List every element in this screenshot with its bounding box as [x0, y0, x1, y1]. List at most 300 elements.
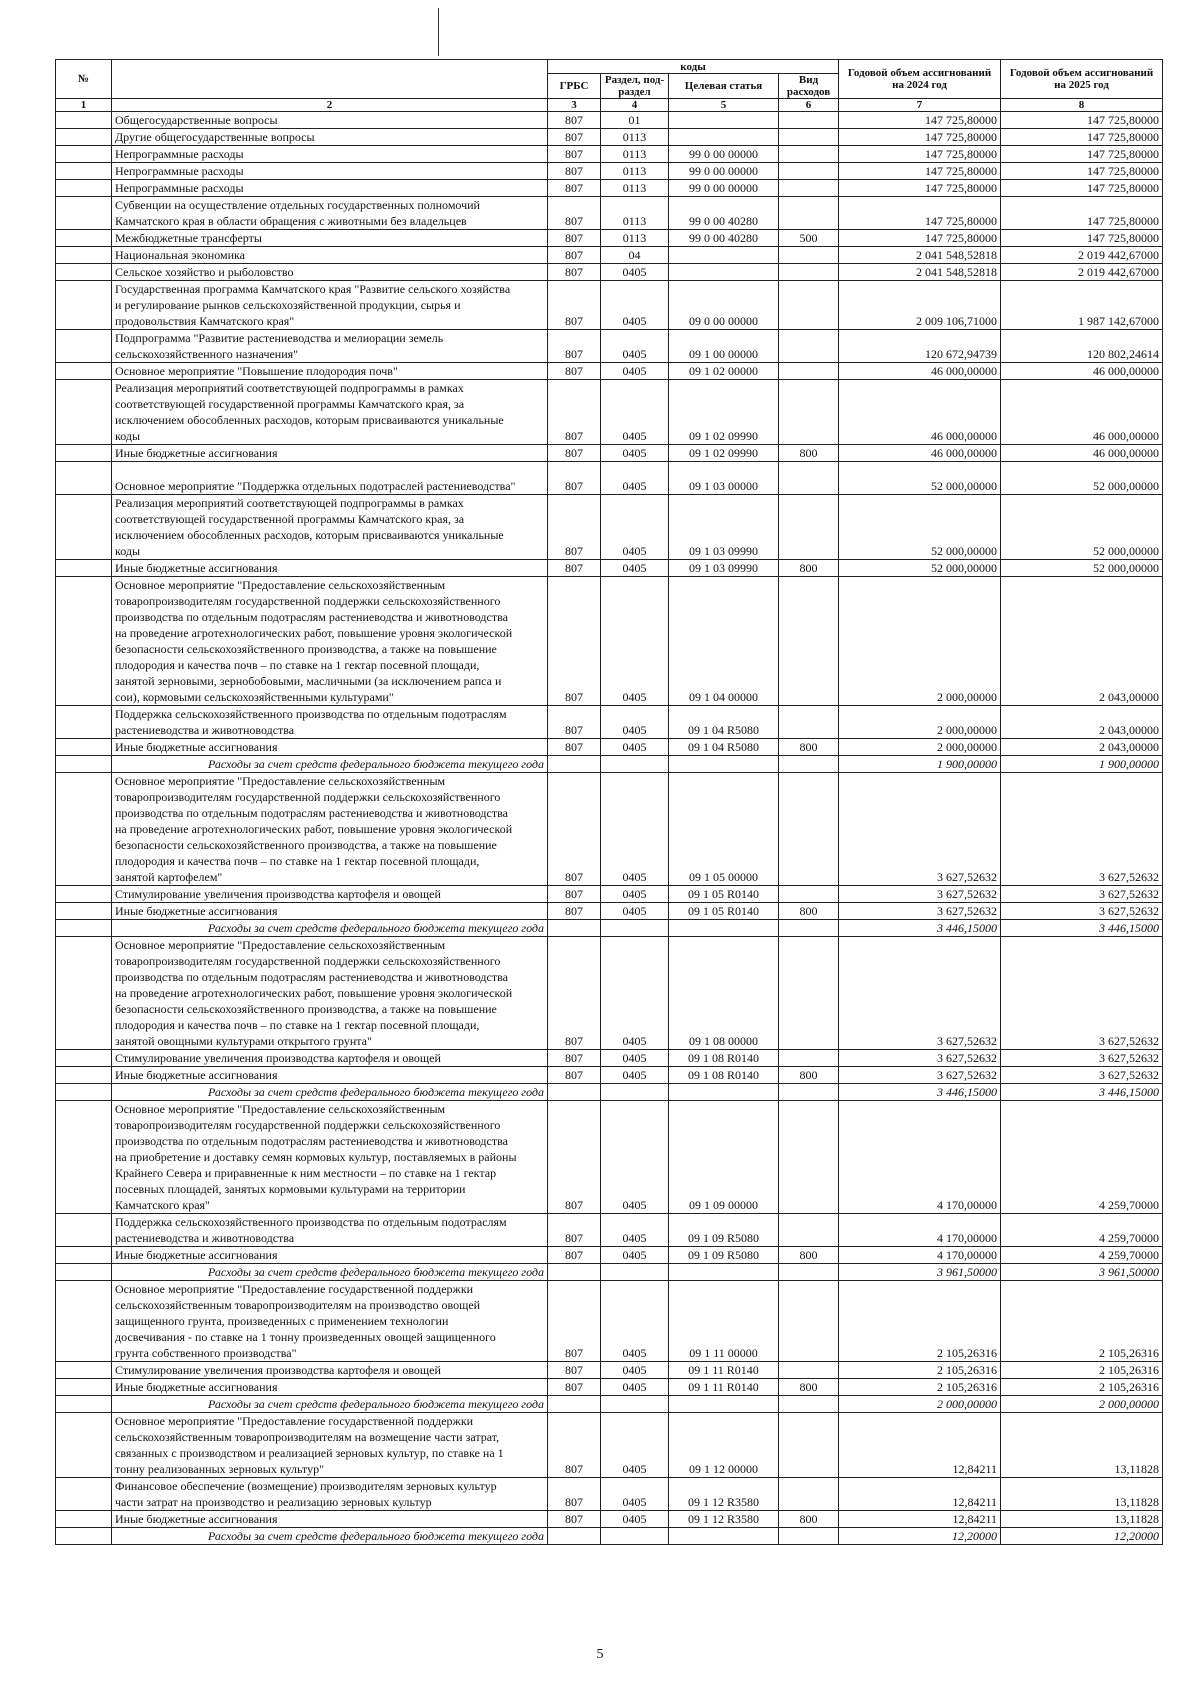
row-number-cell [56, 1067, 112, 1084]
section-cell: 0405 [601, 495, 669, 560]
table-row [56, 1101, 1163, 1214]
grbs-cell: 807 [548, 247, 601, 264]
column-number: 3 [548, 99, 601, 112]
row-number-cell [56, 886, 112, 903]
expense-name-cell: Основное мероприятие "Повышение плодородия почв" [112, 363, 548, 380]
row-number-cell [56, 773, 112, 886]
expense-name-cell: Основное мероприятие "Предоставление сельскохозяйственным товаропроизводителям государственной поддержки сельскохозяйственного производства по отдельным подотраслям растениеводства и животноводства на приобретение и доставку семян кормовых культур, поставляемых в районы Крайнего Севера и приравненные к ним местности – по ставке на 1 гектар посевных площадей, занятых кормовыми культурами на территории Камчатского края" [112, 1101, 548, 1214]
row-number-cell [56, 1362, 112, 1379]
grbs-cell: 807 [548, 1214, 601, 1247]
target-cell [669, 1528, 779, 1545]
table-row [56, 146, 1163, 163]
target-cell: 09 1 02 09990 [669, 445, 779, 462]
section-cell: 0405 [601, 706, 669, 739]
expense-type-cell [779, 1281, 839, 1362]
grbs-cell: 807 [548, 1362, 601, 1379]
expense-name-cell: Основное мероприятие "Предоставление сельскохозяйственным товаропроизводителям государственной поддержки сельскохозяйственного производства по отдельным подотраслям растениеводства и животноводства на проведение агротехнологических работ, повышение уровня экологической безопасности сельскохозяйственного производства, а также на повышение плодородия и качества почв – по ставке на 1 гектар посевной площади, занятой картофелем" [112, 773, 548, 886]
row-number-cell [56, 1247, 112, 1264]
row-number-cell [56, 146, 112, 163]
column-number: 5 [669, 99, 779, 112]
grbs-cell: 807 [548, 886, 601, 903]
table-row [56, 1214, 1163, 1247]
header-codes: коды [548, 60, 839, 74]
expense-name-cell: Государственная программа Камчатского края "Развитие сельского хозяйства и регулирование рынков сельскохозяйственной продукции, сырья и продовольствия Камчатского края" [112, 281, 548, 330]
amount-2025-cell: 2 105,26316 [1001, 1281, 1163, 1362]
header-name [112, 60, 548, 99]
federal-budget-note-row [56, 1528, 1163, 1545]
amount-2024-cell: 2 000,00000 [839, 706, 1001, 739]
amount-2024-cell: 3 627,52632 [839, 773, 1001, 886]
section-cell: 0113 [601, 180, 669, 197]
expense-name-cell: Межбюджетные трансферты [112, 230, 548, 247]
row-number-cell [56, 247, 112, 264]
section-cell: 0405 [601, 281, 669, 330]
expense-name-cell: Основное мероприятие "Предоставление сельскохозяйственным товаропроизводителям государственной поддержки сельскохозяйственного производства по отдельным подотраслям растениеводства и животноводства на проведение агротехнологических работ, повышение уровня экологической безопасности сельскохозяйственного производства, а также на повышение плодородия и качества почв – по ставке на 1 гектар посевной площади, занятой овощными культурами открытого грунта" [112, 937, 548, 1050]
grbs-cell [548, 1084, 601, 1101]
expense-type-cell [779, 706, 839, 739]
grbs-cell: 807 [548, 445, 601, 462]
amount-2025-cell: 13,11828 [1001, 1413, 1163, 1478]
row-number-cell [56, 363, 112, 380]
row-number-cell [56, 1528, 112, 1545]
header-number: № [56, 60, 112, 99]
expense-type-cell [779, 129, 839, 146]
table-row [56, 1067, 1163, 1084]
grbs-cell: 807 [548, 129, 601, 146]
amount-2024-cell: 147 725,80000 [839, 163, 1001, 180]
section-cell: 0405 [601, 380, 669, 445]
section-cell: 0405 [601, 1413, 669, 1478]
table-row [56, 180, 1163, 197]
table-row [56, 380, 1163, 445]
amount-2025-cell: 147 725,80000 [1001, 230, 1163, 247]
budget-table [55, 59, 1163, 1545]
expense-type-cell: 500 [779, 230, 839, 247]
target-cell [669, 1084, 779, 1101]
header-volume-2025: Годовой объем ассигнований на 2025 год [1001, 60, 1163, 99]
expense-type-cell [779, 380, 839, 445]
amount-2024-cell: 147 725,80000 [839, 129, 1001, 146]
amount-2024-cell: 12,20000 [839, 1528, 1001, 1545]
amount-2025-cell: 4 259,70000 [1001, 1247, 1163, 1264]
expense-type-cell [779, 163, 839, 180]
row-number-cell [56, 577, 112, 706]
expense-type-cell [779, 1264, 839, 1281]
amount-2025-cell: 3 627,52632 [1001, 937, 1163, 1050]
grbs-cell: 807 [548, 1050, 601, 1067]
row-number-cell [56, 330, 112, 363]
amount-2024-cell: 46 000,00000 [839, 363, 1001, 380]
amount-2024-cell: 147 725,80000 [839, 230, 1001, 247]
table-row [56, 445, 1163, 462]
table-row [56, 112, 1163, 129]
target-cell: 99 0 00 00000 [669, 163, 779, 180]
target-cell: 09 1 02 00000 [669, 363, 779, 380]
target-cell: 99 0 00 00000 [669, 180, 779, 197]
expense-type-cell [779, 577, 839, 706]
expense-name-cell: Поддержка сельскохозяйственного производства по отдельным подотраслям растениеводства и животноводства [112, 1214, 548, 1247]
section-cell: 0113 [601, 163, 669, 180]
target-cell: 09 1 09 R5080 [669, 1214, 779, 1247]
column-number: 1 [56, 99, 112, 112]
row-number-cell [56, 739, 112, 756]
amount-2025-cell: 13,11828 [1001, 1478, 1163, 1511]
amount-2025-cell: 4 259,70000 [1001, 1214, 1163, 1247]
amount-2025-cell: 46 000,00000 [1001, 445, 1163, 462]
expense-type-cell [779, 330, 839, 363]
table-row [56, 1478, 1163, 1511]
amount-2024-cell: 52 000,00000 [839, 495, 1001, 560]
amount-2025-cell: 13,11828 [1001, 1511, 1163, 1528]
target-cell: 09 1 03 00000 [669, 462, 779, 495]
amount-2024-cell: 46 000,00000 [839, 380, 1001, 445]
header-grbs: ГРБС [548, 74, 601, 99]
section-cell: 0405 [601, 264, 669, 281]
amount-2024-cell: 12,84211 [839, 1413, 1001, 1478]
section-cell [601, 1084, 669, 1101]
section-cell: 0405 [601, 577, 669, 706]
amount-2024-cell: 2 000,00000 [839, 739, 1001, 756]
grbs-cell: 807 [548, 1478, 601, 1511]
page-number: 5 [596, 1647, 604, 1662]
amount-2024-cell: 3 446,15000 [839, 920, 1001, 937]
amount-2024-cell: 3 627,52632 [839, 937, 1001, 1050]
amount-2024-cell: 52 000,00000 [839, 560, 1001, 577]
amount-2024-cell: 1 900,00000 [839, 756, 1001, 773]
expense-name-cell: Реализация мероприятий соответствующей подпрограммы в рамках соответствующей государственной программы Камчатского края, за исключением обособленных расходов, которым присваиваются уникальные коды [112, 495, 548, 560]
target-cell: 09 1 04 R5080 [669, 739, 779, 756]
expense-name-cell: Непрограммные расходы [112, 146, 548, 163]
section-cell: 0405 [601, 1050, 669, 1067]
expense-type-cell [779, 756, 839, 773]
amount-2024-cell: 2 000,00000 [839, 577, 1001, 706]
amount-2024-cell: 3 627,52632 [839, 1067, 1001, 1084]
grbs-cell: 807 [548, 146, 601, 163]
expense-name-cell: Основное мероприятие "Предоставление сельскохозяйственным товаропроизводителям государственной поддержки сельскохозяйственного производства по отдельным подотраслям растениеводства и животноводства на проведение агротехнологических работ, повышение уровня экологической безопасности сельскохозяйственного производства, а также на повышение плодородия и качества почв – по ставке на 1 гектар посевной площади, занятой зерновыми, зернобобовыми, масличными (за исключением рапса и сои), кормовыми сельскохозяйственными культурами" [112, 577, 548, 706]
grbs-cell: 807 [548, 330, 601, 363]
federal-budget-note: Расходы за счет средств федерального бюджета текущего года [112, 1528, 548, 1545]
amount-2024-cell: 3 961,50000 [839, 1264, 1001, 1281]
expense-name-cell: Субвенции на осуществление отдельных государственных полномочий Камчатского края в области обращения с животными без владельцев [112, 197, 548, 230]
expense-name-cell: Стимулирование увеличения производства картофеля и овощей [112, 886, 548, 903]
amount-2025-cell: 147 725,80000 [1001, 112, 1163, 129]
expense-name-cell: Иные бюджетные ассигнования [112, 1247, 548, 1264]
row-number-cell [56, 937, 112, 1050]
section-cell: 0113 [601, 146, 669, 163]
amount-2024-cell: 2 009 106,71000 [839, 281, 1001, 330]
section-cell [601, 1264, 669, 1281]
target-cell [669, 264, 779, 281]
expense-type-cell: 800 [779, 1247, 839, 1264]
row-number-cell [56, 920, 112, 937]
federal-budget-note: Расходы за счет средств федерального бюджета текущего года [112, 1396, 548, 1413]
amount-2024-cell: 3 627,52632 [839, 903, 1001, 920]
expense-name-cell: Другие общегосударственные вопросы [112, 129, 548, 146]
expense-type-cell [779, 1362, 839, 1379]
expense-name-cell: Национальная экономика [112, 247, 548, 264]
table-row [56, 247, 1163, 264]
amount-2024-cell: 12,84211 [839, 1478, 1001, 1511]
expense-name-cell: Иные бюджетные ассигнования [112, 1379, 548, 1396]
expense-type-cell [779, 1084, 839, 1101]
amount-2025-cell: 3 627,52632 [1001, 903, 1163, 920]
amount-2025-cell: 1 900,00000 [1001, 756, 1163, 773]
table-header [56, 60, 1163, 112]
section-cell: 0405 [601, 937, 669, 1050]
grbs-cell: 807 [548, 1511, 601, 1528]
amount-2025-cell: 147 725,80000 [1001, 180, 1163, 197]
expense-type-cell: 800 [779, 445, 839, 462]
section-cell: 0405 [601, 1362, 669, 1379]
amount-2025-cell: 120 802,24614 [1001, 330, 1163, 363]
amount-2025-cell: 2 019 442,67000 [1001, 247, 1163, 264]
expense-type-cell [779, 920, 839, 937]
row-number-cell [56, 462, 112, 495]
expense-name-cell: Иные бюджетные ассигнования [112, 560, 548, 577]
target-cell: 09 1 11 R0140 [669, 1379, 779, 1396]
target-cell: 09 1 03 09990 [669, 560, 779, 577]
expense-type-cell [779, 462, 839, 495]
expense-type-cell [779, 1214, 839, 1247]
amount-2025-cell: 46 000,00000 [1001, 363, 1163, 380]
column-number: 8 [1001, 99, 1163, 112]
row-number-cell [56, 197, 112, 230]
top-vertical-line [438, 8, 439, 56]
target-cell: 09 1 12 R3580 [669, 1511, 779, 1528]
grbs-cell [548, 1528, 601, 1545]
grbs-cell: 807 [548, 706, 601, 739]
amount-2025-cell: 3 446,15000 [1001, 920, 1163, 937]
amount-2024-cell: 2 041 548,52818 [839, 264, 1001, 281]
amount-2025-cell: 52 000,00000 [1001, 495, 1163, 560]
row-number-cell [56, 1478, 112, 1511]
table-row [56, 577, 1163, 706]
table-row [56, 937, 1163, 1050]
target-cell [669, 112, 779, 129]
grbs-cell: 807 [548, 180, 601, 197]
grbs-cell: 807 [548, 1101, 601, 1214]
target-cell: 09 1 05 00000 [669, 773, 779, 886]
expense-type-cell [779, 112, 839, 129]
target-cell: 09 1 12 R3580 [669, 1478, 779, 1511]
federal-budget-note-row [56, 1264, 1163, 1281]
target-cell [669, 1264, 779, 1281]
section-cell: 0405 [601, 462, 669, 495]
table-row [56, 886, 1163, 903]
target-cell [669, 1396, 779, 1413]
amount-2024-cell: 2 000,00000 [839, 1396, 1001, 1413]
table-row [56, 495, 1163, 560]
amount-2025-cell: 3 961,50000 [1001, 1264, 1163, 1281]
section-cell: 0405 [601, 739, 669, 756]
section-cell: 0405 [601, 1067, 669, 1084]
section-cell: 0405 [601, 1379, 669, 1396]
section-cell: 0405 [601, 886, 669, 903]
column-number: 2 [112, 99, 548, 112]
expense-type-cell: 800 [779, 1379, 839, 1396]
amount-2024-cell: 4 170,00000 [839, 1214, 1001, 1247]
row-number-cell [56, 1413, 112, 1478]
table-row [56, 1379, 1163, 1396]
grbs-cell [548, 756, 601, 773]
grbs-cell [548, 1264, 601, 1281]
expense-name-cell: Основное мероприятие "Предоставление государственной поддержки сельскохозяйственным товаропроизводителям на возмещение части затрат, связанных с производством и реализацией зерновых культур, по ставке на 1 тонну реализованных зерновых культур" [112, 1413, 548, 1478]
row-number-cell [56, 281, 112, 330]
section-cell: 0405 [601, 903, 669, 920]
expense-type-cell [779, 281, 839, 330]
row-number-cell [56, 495, 112, 560]
grbs-cell: 807 [548, 937, 601, 1050]
grbs-cell: 807 [548, 1247, 601, 1264]
amount-2025-cell: 2 043,00000 [1001, 706, 1163, 739]
expense-type-cell: 800 [779, 1067, 839, 1084]
row-number-cell [56, 1101, 112, 1214]
table-row [56, 281, 1163, 330]
expense-type-cell [779, 1413, 839, 1478]
grbs-cell: 807 [548, 1281, 601, 1362]
table-row [56, 739, 1163, 756]
table-row [56, 773, 1163, 886]
amount-2025-cell: 147 725,80000 [1001, 129, 1163, 146]
table-row [56, 560, 1163, 577]
grbs-cell: 807 [548, 197, 601, 230]
column-number: 7 [839, 99, 1001, 112]
grbs-cell [548, 1396, 601, 1413]
section-cell: 01 [601, 112, 669, 129]
section-cell: 04 [601, 247, 669, 264]
grbs-cell: 807 [548, 380, 601, 445]
table-body [56, 112, 1163, 1545]
row-number-cell [56, 1050, 112, 1067]
target-cell: 09 1 09 R5080 [669, 1247, 779, 1264]
expense-type-cell: 800 [779, 1511, 839, 1528]
expense-type-cell [779, 937, 839, 1050]
target-cell: 09 1 08 R0140 [669, 1050, 779, 1067]
row-number-cell [56, 903, 112, 920]
row-number-cell [56, 560, 112, 577]
expense-name-cell: Иные бюджетные ассигнования [112, 1067, 548, 1084]
expense-type-cell [779, 264, 839, 281]
amount-2025-cell: 12,20000 [1001, 1528, 1163, 1545]
amount-2024-cell: 120 672,94739 [839, 330, 1001, 363]
target-cell: 99 0 00 40280 [669, 197, 779, 230]
expense-type-cell [779, 180, 839, 197]
federal-budget-note: Расходы за счет средств федерального бюджета текущего года [112, 756, 548, 773]
amount-2025-cell: 3 627,52632 [1001, 1050, 1163, 1067]
expense-name-cell: Основное мероприятие "Поддержка отдельных подотраслей растениеводства" [112, 462, 548, 495]
grbs-cell: 807 [548, 1413, 601, 1478]
row-number-cell [56, 1379, 112, 1396]
expense-type-cell [779, 197, 839, 230]
expense-type-cell [779, 1101, 839, 1214]
amount-2024-cell: 3 627,52632 [839, 1050, 1001, 1067]
expense-type-cell [779, 773, 839, 886]
section-cell: 0405 [601, 1511, 669, 1528]
expense-type-cell [779, 1050, 839, 1067]
header-expense-type: Вид расходов [779, 74, 839, 99]
amount-2025-cell: 3 627,52632 [1001, 1067, 1163, 1084]
grbs-cell: 807 [548, 903, 601, 920]
expense-type-cell: 800 [779, 560, 839, 577]
amount-2025-cell: 2 019 442,67000 [1001, 264, 1163, 281]
target-cell: 09 1 03 09990 [669, 495, 779, 560]
section-cell: 0405 [601, 1478, 669, 1511]
target-cell: 09 1 02 09990 [669, 380, 779, 445]
target-cell: 99 0 00 00000 [669, 146, 779, 163]
expense-type-cell [779, 495, 839, 560]
table-row [56, 1413, 1163, 1478]
amount-2024-cell: 2 105,26316 [839, 1362, 1001, 1379]
expense-name-cell: Стимулирование увеличения производства картофеля и овощей [112, 1362, 548, 1379]
expense-name-cell: Непрограммные расходы [112, 163, 548, 180]
amount-2025-cell: 2 043,00000 [1001, 739, 1163, 756]
grbs-cell: 807 [548, 773, 601, 886]
row-number-cell [56, 1511, 112, 1528]
expense-type-cell [779, 1396, 839, 1413]
row-number-cell [56, 756, 112, 773]
amount-2024-cell: 3 627,52632 [839, 886, 1001, 903]
amount-2024-cell: 2 105,26316 [839, 1379, 1001, 1396]
section-cell [601, 1396, 669, 1413]
expense-name-cell: Поддержка сельскохозяйственного производства по отдельным подотраслям растениеводства и животноводства [112, 706, 548, 739]
expense-name-cell: Иные бюджетные ассигнования [112, 739, 548, 756]
table-row [56, 1362, 1163, 1379]
amount-2024-cell: 147 725,80000 [839, 197, 1001, 230]
section-cell: 0113 [601, 197, 669, 230]
amount-2025-cell: 3 446,15000 [1001, 1084, 1163, 1101]
grbs-cell: 807 [548, 462, 601, 495]
section-cell: 0405 [601, 445, 669, 462]
target-cell: 99 0 00 40280 [669, 230, 779, 247]
amount-2025-cell: 2 043,00000 [1001, 577, 1163, 706]
grbs-cell: 807 [548, 560, 601, 577]
amount-2025-cell: 46 000,00000 [1001, 380, 1163, 445]
section-cell: 0113 [601, 129, 669, 146]
table-row [56, 230, 1163, 247]
section-cell: 0405 [601, 1281, 669, 1362]
table-row [56, 363, 1163, 380]
amount-2025-cell: 52 000,00000 [1001, 462, 1163, 495]
table-row [56, 197, 1163, 230]
amount-2024-cell: 147 725,80000 [839, 112, 1001, 129]
expense-name-cell: Подпрограмма "Развитие растениеводства и мелиорации земель сельскохозяйственного назначения" [112, 330, 548, 363]
amount-2024-cell: 3 446,15000 [839, 1084, 1001, 1101]
expense-type-cell [779, 363, 839, 380]
amount-2025-cell: 2 105,26316 [1001, 1362, 1163, 1379]
row-number-cell [56, 112, 112, 129]
grbs-cell: 807 [548, 163, 601, 180]
amount-2024-cell: 2 105,26316 [839, 1281, 1001, 1362]
section-cell [601, 920, 669, 937]
federal-budget-note-row [56, 920, 1163, 937]
expense-name-cell: Реализация мероприятий соответствующей подпрограммы в рамках соответствующей государственной программы Камчатского края, за исключением обособленных расходов, которым присваиваются уникальные коды [112, 380, 548, 445]
grbs-cell: 807 [548, 577, 601, 706]
expense-type-cell: 800 [779, 903, 839, 920]
table-row [56, 1050, 1163, 1067]
grbs-cell: 807 [548, 495, 601, 560]
expense-name-cell: Общегосударственные вопросы [112, 112, 548, 129]
section-cell: 0405 [601, 1101, 669, 1214]
target-cell: 09 1 12 00000 [669, 1413, 779, 1478]
row-number-cell [56, 230, 112, 247]
amount-2024-cell: 52 000,00000 [839, 462, 1001, 495]
amount-2025-cell: 52 000,00000 [1001, 560, 1163, 577]
row-number-cell [56, 1281, 112, 1362]
federal-budget-note-row [56, 1084, 1163, 1101]
expense-type-cell [779, 1528, 839, 1545]
header-section: Раздел, под-раздел [601, 74, 669, 99]
expense-name-cell: Основное мероприятие "Предоставление государственной поддержки сельскохозяйственным товаропроизводителям на производство овощей защищенного грунта, произведенных с применением технологии досвечивания - по ставке на 1 тонну произведенных овощей защищенного грунта собственного производства" [112, 1281, 548, 1362]
